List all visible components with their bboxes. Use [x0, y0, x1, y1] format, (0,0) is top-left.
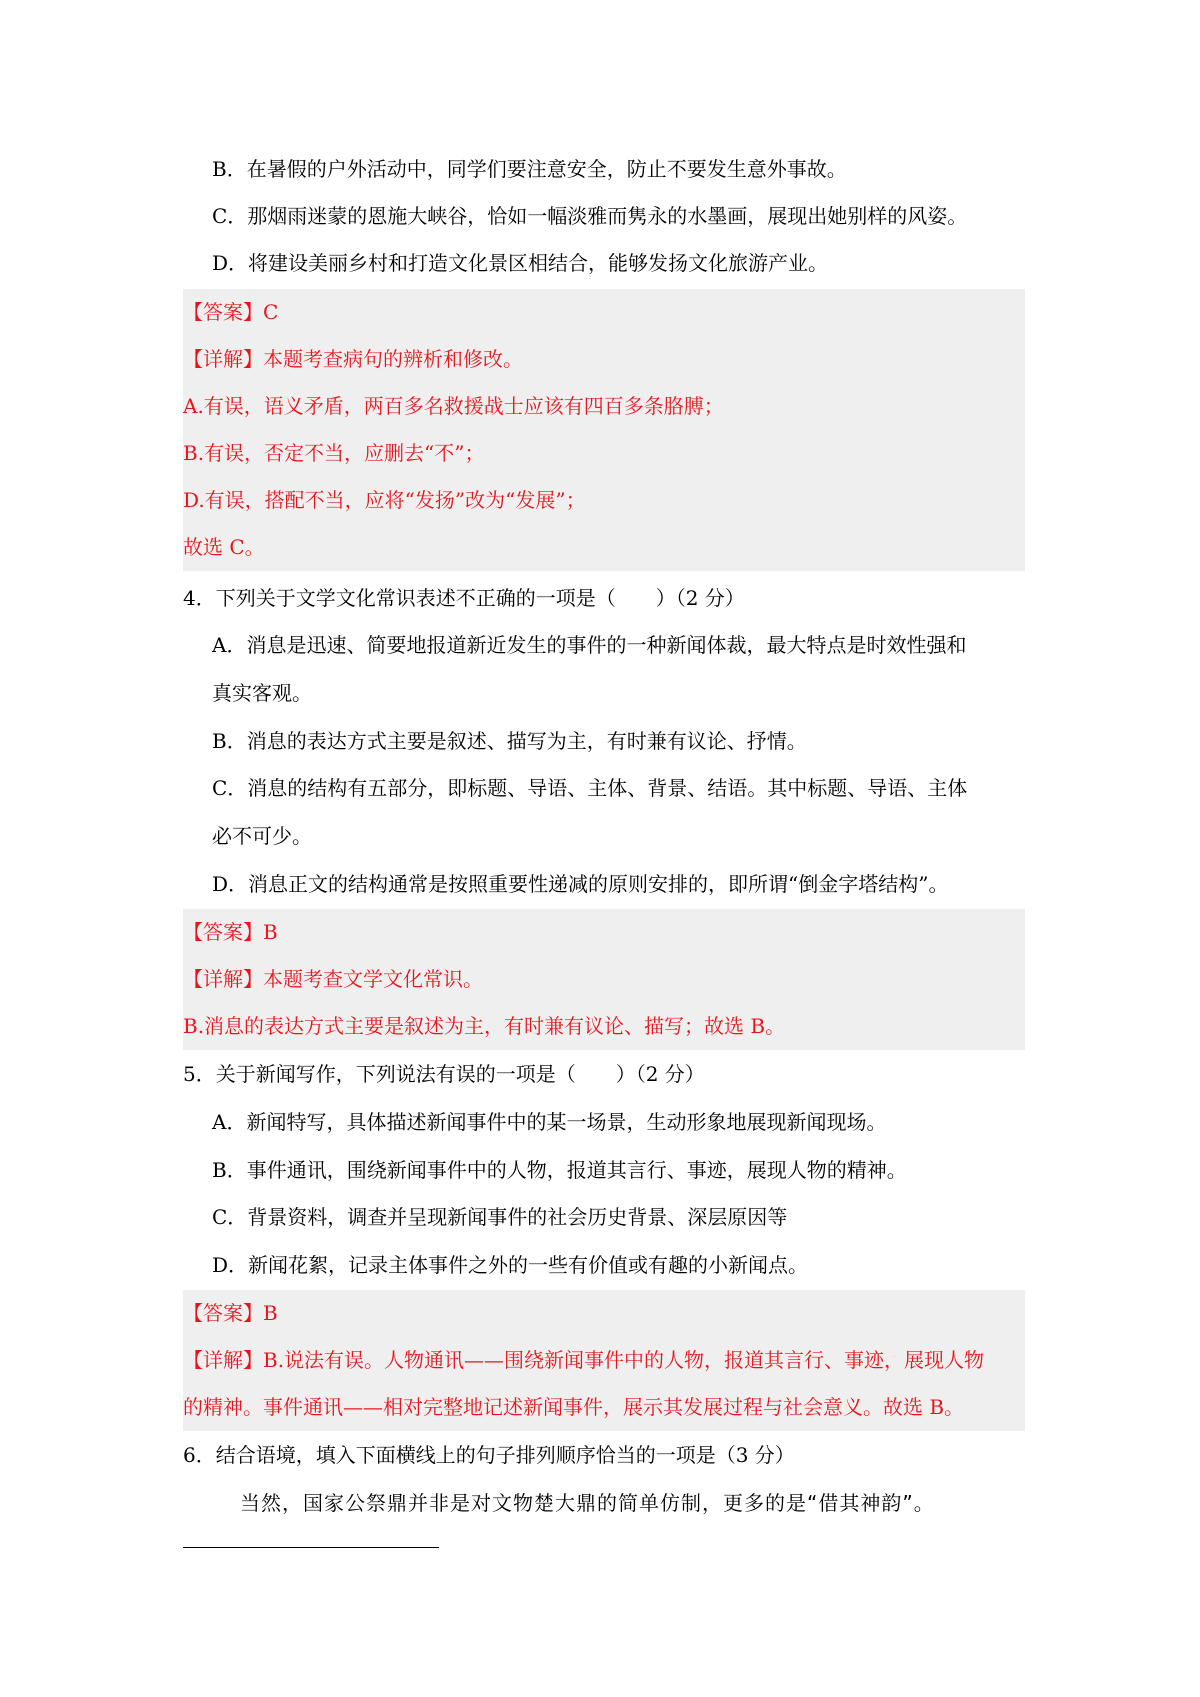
q5-answer: 【答案】B: [183, 1301, 278, 1325]
q4-option-a: A．消息是迅速、简要地报道新近发生的事件的一种新闻体裁，最大特点是时效性强和: [212, 633, 967, 657]
q4-explanation: 【详解】本题考查文学文化常识。: [183, 967, 483, 991]
q6-stem: 6．结合语境，填入下面横线上的句子排列顺序恰当的一项是（3 分）: [183, 1443, 795, 1467]
q4-option-b: B．消息的表达方式主要是叙述、描写为主，有时兼有议论、抒情。: [212, 729, 807, 753]
q4-option-d: D．消息正文的结构通常是按照重要性递减的原则安排的，即所谓“倒金字塔结构”。: [212, 872, 949, 896]
q3-explanation: 【详解】本题考查病句的辨析和修改。: [183, 347, 523, 371]
q3-option-b: B．在暑假的户外活动中，同学们要注意安全，防止不要发生意外事故。: [212, 157, 847, 181]
q3-explanation-b: B.有误，否定不当，应删去“不”；: [183, 441, 485, 465]
q4-stem: 4．下列关于文学文化常识表述不正确的一项是（ ）（2 分）: [183, 586, 745, 610]
q4-option-c-cont: 必不可少。: [212, 824, 312, 848]
q5-option-c: C．背景资料，调查并呈现新闻事件的社会历史背景、深层原因等: [212, 1205, 788, 1229]
q3-explanation-a: A.有误，语义矛盾，两百多名救援战士应该有四百多条胳膊；: [183, 394, 724, 418]
q4-explanation-b: B.消息的表达方式主要是叙述为主，有时兼有议论、描写；故选 B。: [183, 1014, 786, 1038]
q5-option-a: A．新闻特写，具体描述新闻事件中的某一场景，生动形象地展现新闻现场。: [212, 1110, 887, 1134]
q5-stem: 5．关于新闻写作，下列说法有误的一项是（ ）（2 分）: [183, 1062, 705, 1086]
q5-option-d: D．新闻花絮，记录主体事件之外的一些有价值或有趣的小新闻点。: [212, 1253, 809, 1277]
q3-answer: 【答案】C: [183, 300, 279, 324]
q4-answer: 【答案】B: [183, 920, 278, 944]
q3-option-c: C．那烟雨迷蒙的恩施大峡谷，恰如一幅淡雅而隽永的水墨画，展现出她别样的风姿。: [212, 204, 968, 228]
footnote-divider: [183, 1547, 439, 1548]
q5-explanation: 【详解】B.说法有误。人物通讯——围绕新闻事件中的人物，报道其言行、事迹，展现人物: [183, 1348, 985, 1372]
q3-option-d: D．将建设美丽乡村和打造文化景区相结合，能够发扬文化旅游产业。: [212, 251, 829, 275]
q6-passage: 当然，国家公祭鼎并非是对文物楚大鼎的简单仿制，更多的是“借其神韵”。: [240, 1491, 935, 1515]
q3-explanation-d: D.有误，搭配不当，应将“发扬”改为“发展”；: [183, 488, 586, 512]
q4-option-a-cont: 真实客观。: [212, 681, 312, 705]
q3-answer-box: [183, 289, 1025, 571]
q4-option-c: C．消息的结构有五部分，即标题、导语、主体、背景、结语。其中标题、导语、主体: [212, 776, 968, 800]
q5-answer-box: [183, 1290, 1025, 1431]
q3-conclusion: 故选 C。: [183, 535, 265, 559]
q5-explanation-cont: 的精神。事件通讯——相对完整地记述新闻事件，展示其发展过程与社会意义。故选 B。: [183, 1395, 965, 1419]
q5-option-b: B．事件通讯，围绕新闻事件中的人物，报道其言行、事迹，展现人物的精神。: [212, 1158, 907, 1182]
q4-answer-box: [183, 909, 1025, 1050]
